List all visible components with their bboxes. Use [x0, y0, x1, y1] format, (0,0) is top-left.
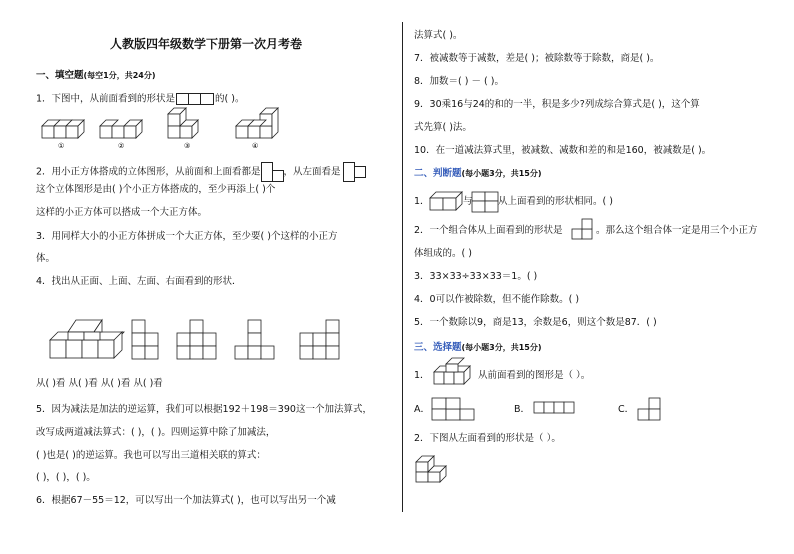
- choice-1-option-b-shape: [534, 400, 580, 416]
- judge-2-text: 2．一个组合体从上面看到的形状是: [414, 225, 563, 236]
- page-title: 人教版四年级数学下册第一次月考卷: [110, 37, 303, 51]
- figure-label-1: ①: [58, 142, 65, 150]
- section-1-title: 一、填空题: [36, 70, 84, 81]
- view-shape-1: [50, 320, 124, 358]
- choice-2-figure: [414, 454, 448, 494]
- question-2-text-b: ，从左面看是: [283, 166, 341, 178]
- judge-1-tail: 从上面看到的形状相同。( ): [498, 196, 613, 207]
- question-1-figures: [38, 114, 378, 150]
- question-2-line-1: [36, 162, 366, 182]
- choice-1-option-a-label: A．: [414, 404, 430, 415]
- question-8: 8．加数＝( ) － ( )。: [414, 76, 504, 87]
- judge-2-line-2: 体组成的。( ): [414, 248, 472, 259]
- section-2-note: (每小题3分，共15分): [461, 169, 542, 178]
- question-6-continued: 法算式( )。: [414, 30, 463, 41]
- question-5-line-2: 改写成两道减法算式：( )，( )。四则运算中除了加减法，: [36, 427, 276, 438]
- question-6-line-1: 6．根据67－55＝12，可以写出一个加法算式( )，也可以写出另一个减: [36, 495, 336, 506]
- section-2-title: 二、判断题: [414, 168, 462, 179]
- question-4-views: [50, 318, 370, 363]
- judge-2-line-1: [414, 225, 563, 237]
- figure-label-2: ②: [118, 142, 125, 150]
- choice-1-prefix: 1．: [414, 370, 430, 381]
- question-4-text: 4．找出从正面、上面、左面、右面看到的形状．: [36, 276, 242, 287]
- choice-1-option-a-shape: [432, 398, 482, 424]
- choice-2: 2．下图从左面看到的形状是（ ）。: [414, 433, 561, 444]
- question-2-text: 2．用小正方体搭成的立体图形，从前面和上面看都是: [36, 166, 261, 178]
- question-7: 7．被减数等于减数，差是( )；被除数等于除数，商是( )。: [414, 53, 660, 64]
- figure-1: [42, 120, 84, 138]
- judge-1-figure-b: [472, 192, 498, 212]
- left-view-shape-part: [355, 166, 366, 178]
- question-5-line-1: 5．因为减法是加法的逆运算，我们可以根据192＋198＝390这一个加法算式，: [36, 404, 372, 415]
- view-shape-3: [177, 320, 216, 359]
- question-10: 10．在一道减法算式里，被减数、减数和差的和是160，被减数是( )。: [414, 145, 712, 156]
- question-1-tail: 的( )。: [215, 93, 245, 105]
- figure-3: [168, 108, 198, 138]
- front-top-view-shape: [261, 162, 273, 182]
- left-view-shape: [343, 162, 355, 182]
- judge-5: 5．一个数除以9，商是13，余数是6，则这个数是87．( ): [414, 317, 657, 328]
- question-9-line-1: 9．30乘16与24的和的一半，积是多少?列成综合算式是( )，这个算: [414, 99, 700, 110]
- question-5-line-3: ( )也是( )的逆运算。我也可以写出三道相关联的算式：: [36, 450, 266, 461]
- section-1-heading: [36, 70, 156, 82]
- judge-2-shape: [572, 219, 596, 243]
- figure-4: [236, 108, 278, 138]
- view-shape-5: [300, 320, 339, 359]
- section-3-title: 三、选择题: [414, 342, 462, 353]
- figure-2: [100, 120, 142, 138]
- figure-label-4: ④: [252, 142, 259, 150]
- judge-2-line-1b: 。那么这个组合体一定是用三个小正方: [596, 225, 758, 236]
- choice-1-option-b-label: B．: [514, 404, 531, 415]
- section-2-heading: [414, 168, 542, 180]
- question-2-line-3: 这样的小正方体可以搭成一个大正方体。: [36, 207, 208, 218]
- front-top-view-shape-part: [273, 170, 284, 182]
- question-2-line-2: 这个立体图形是由( )个小正方体搭成的，至少再添上( )个: [36, 184, 276, 195]
- figure-label-3: ③: [184, 142, 191, 150]
- section-1-note: (每空1分，共24分): [83, 71, 156, 80]
- question-1-text: 1．下图中，从前面看到的形状是: [36, 93, 176, 105]
- column-divider: [402, 22, 403, 512]
- judge-3: 3．33×33÷33×33＝1。( ): [414, 271, 538, 282]
- question-9-line-2: 式先算( )法。: [414, 122, 472, 133]
- front-view-box: [176, 93, 214, 105]
- section-3-heading: [414, 342, 542, 354]
- judge-4: 4．0可以作被除数，但不能作除数。( ): [414, 294, 580, 305]
- view-shape-4: [235, 320, 274, 359]
- judge-1-prefix: 1．: [414, 196, 430, 207]
- view-shape-2: [132, 320, 158, 359]
- judge-1-figure-a: [430, 192, 462, 210]
- section-3-note: (每小题3分，共15分): [461, 343, 542, 352]
- judge-1-mid: 与: [463, 196, 473, 207]
- question-1: [36, 93, 244, 106]
- question-5-line-4: ( )，( )，( )。: [36, 472, 96, 483]
- choice-1-option-c-label: C．: [618, 404, 635, 415]
- choice-1-figure: [430, 360, 478, 388]
- choice-1-option-c-shape: [638, 398, 664, 424]
- question-4-answers: 从( )看 从( )看 从( )看 从( )看: [36, 378, 163, 389]
- choice-1-tail: 从前面看到的图形是（ ）。: [478, 370, 591, 381]
- question-3-line-2: 体。: [36, 253, 56, 264]
- question-3-line-1: 3．用同样大小的小正方体拼成一个大正方体，至少要( )个这样的小正方: [36, 231, 338, 242]
